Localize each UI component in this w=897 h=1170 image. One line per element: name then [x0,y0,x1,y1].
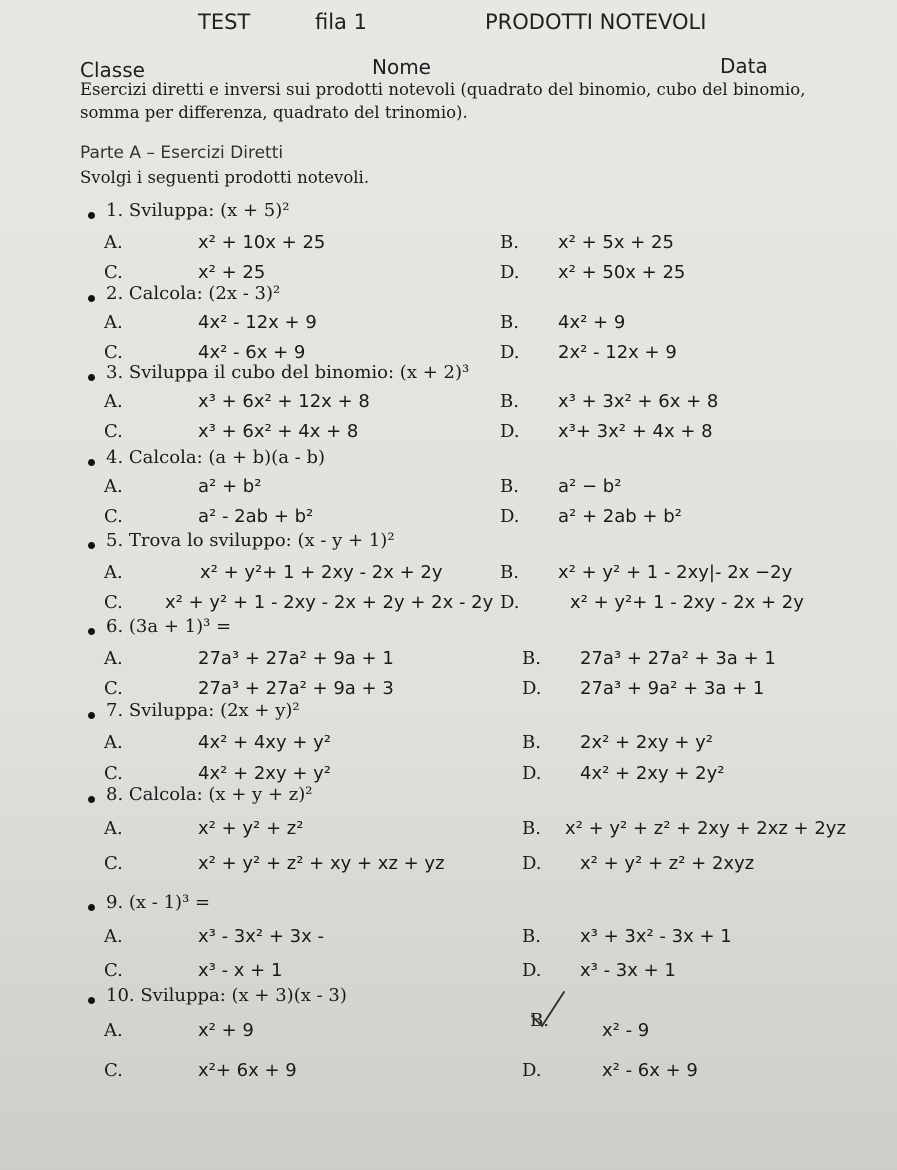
option-letter-a: A. [104,1020,123,1041]
option-a: x² + y²+ 1 + 2xy - 2x + 2y [200,562,443,583]
option-letter-b: B. [522,818,541,839]
option-a: x³ - 3x² + 3x - [198,926,324,947]
section-title: Parte A – Esercizi Diretti [80,143,284,163]
question-prompt: 6. (3a + 1)³ = [106,616,232,637]
option-b: x³ + 3x² - 3x + 1 [580,926,732,947]
question-prompt: 7. Sviluppa: (2x + y)² [106,700,300,721]
option-c: x²+ 6x + 9 [198,1060,297,1081]
option-b: x² + y² + 1 - 2xy|- 2x −2y [558,562,793,583]
option-letter-b: B. [500,476,519,497]
option-letter-a: A. [104,732,123,753]
option-d: x² + 50x + 25 [558,262,686,283]
bullet-icon [88,459,95,466]
option-c: 27a³ + 27a² + 9a + 3 [198,678,394,699]
option-letter-d: D. [522,960,542,981]
option-letter-b: B. [522,926,541,947]
option-letter-d: D. [522,763,542,784]
option-letter-b: B. [500,312,519,333]
bullet-icon [88,904,95,911]
option-a: x² + 9 [198,1020,254,1041]
option-letter-c: C. [104,1060,123,1081]
option-d: 2x² - 12x + 9 [558,342,677,363]
option-c: a² - 2ab + b² [198,506,314,527]
option-b: x³ + 3x² + 6x + 8 [558,391,719,412]
intro-line-1: Esercizi diretti e inversi sui prodotti notevoli (quadrato del binomio, cubo del binomio, [80,80,806,99]
option-b: 27a³ + 27a² + 3a + 1 [580,648,776,669]
question-prompt: 1. Sviluppa: (x + 5)² [106,200,290,221]
option-letter-a: A. [104,391,123,412]
option-letter-d: D. [500,592,520,613]
bullet-icon [88,295,95,302]
option-letter-c: C. [104,421,123,442]
option-letter-c: C. [104,763,123,784]
option-d: x² - 6x + 9 [602,1060,698,1081]
option-c: x² + y² + z² + xy + xz + yz [198,853,445,874]
question-prompt: 9. (x - 1)³ = [106,892,211,913]
question-prompt: 10. Sviluppa: (x + 3)(x - 3) [106,985,347,1006]
option-a: 27a³ + 27a² + 9a + 1 [198,648,394,669]
test-label: TEST [198,10,251,34]
classe-label: Classe [80,58,145,82]
instruction: Svolgi i seguenti prodotti notevoli. [80,168,370,187]
option-letter-d: D. [500,506,520,527]
option-c: 4x² + 2xy + y² [198,763,331,784]
option-letter-b: B. [500,562,519,583]
option-letter-c: C. [104,592,123,613]
fila-label: fila 1 [315,10,367,34]
option-d: 4x² + 2xy + 2y² [580,763,725,784]
option-letter-a: A. [104,648,123,669]
option-d: a² + 2ab + b² [558,506,682,527]
data-label: Data [720,54,768,78]
option-a: a² + b² [198,476,262,497]
subject-title: PRODOTTI NOTEVOLI [485,10,707,34]
option-b: x² + y² + z² + 2xy + 2xz + 2yz [565,818,846,839]
option-letter-c: C. [104,960,123,981]
option-c: x³ - x + 1 [198,960,283,981]
bullet-icon [88,997,95,1004]
option-letter-b: B. [500,232,519,253]
option-letter-c: C. [104,262,123,283]
bullet-icon [88,542,95,549]
option-letter-c: C. [104,853,123,874]
nome-label: Nome [372,55,431,79]
option-letter-b: B. [500,391,519,412]
option-letter-a: A. [104,818,123,839]
option-d: x³+ 3x² + 4x + 8 [558,421,713,442]
question-prompt: 4. Calcola: (a + b)(a - b) [106,447,325,468]
option-c: x² + 25 [198,262,266,283]
option-b: x² - 9 [602,1020,650,1041]
option-d: x² + y² + z² + 2xyz [580,853,755,874]
option-letter-d: D. [522,678,542,699]
question-prompt: 8. Calcola: (x + y + z)² [106,784,313,805]
option-letter-b: B. [522,648,541,669]
option-letter-d: D. [500,342,520,363]
option-letter-d: D. [522,1060,542,1081]
bullet-icon [88,712,95,719]
option-letter-a: A. [104,476,123,497]
option-c: x³ + 6x² + 4x + 8 [198,421,359,442]
question-prompt: 5. Trova lo sviluppo: (x - y + 1)² [106,530,395,551]
option-d: 27a³ + 9a² + 3a + 1 [580,678,765,699]
bullet-icon [88,374,95,381]
option-letter-d: D. [500,262,520,283]
option-a: x³ + 6x² + 12x + 8 [198,391,370,412]
question-prompt: 3. Sviluppa il cubo del binomio: (x + 2)³ [106,362,470,383]
bullet-icon [88,212,95,219]
bullet-icon [88,796,95,803]
option-letter-c: C. [104,342,123,363]
option-b: x² + 5x + 25 [558,232,674,253]
option-b: a² − b² [558,476,622,497]
option-a: 4x² - 12x + 9 [198,312,317,333]
option-d: x³ - 3x + 1 [580,960,676,981]
option-d: x² + y²+ 1 - 2xy - 2x + 2y [570,592,804,613]
option-a: x² + y² + z² [198,818,304,839]
intro-line-2: somma per differenza, quadrato del trinomio). [80,103,468,122]
option-b: 4x² + 9 [558,312,626,333]
bullet-icon [88,628,95,635]
option-letter-d: D. [522,853,542,874]
option-a: 4x² + 4xy + y² [198,732,331,753]
question-prompt: 2. Calcola: (2x - 3)² [106,283,281,304]
option-letter-c: C. [104,678,123,699]
option-letter-a: A. [104,926,123,947]
option-a: x² + 10x + 25 [198,232,326,253]
option-letter-a: A. [104,312,123,333]
option-c: 4x² - 6x + 9 [198,342,306,363]
option-letter-b: B. [522,732,541,753]
option-letter-a: A. [104,562,123,583]
option-c: x² + y² + 1 - 2xy - 2x + 2y + 2x - 2y [165,592,494,613]
option-b: 2x² + 2xy + y² [580,732,713,753]
option-letter-a: A. [104,232,123,253]
check-mark-icon [528,988,568,1030]
option-letter-d: D. [500,421,520,442]
option-letter-c: C. [104,506,123,527]
option-letter-b: B. [530,1010,549,1031]
